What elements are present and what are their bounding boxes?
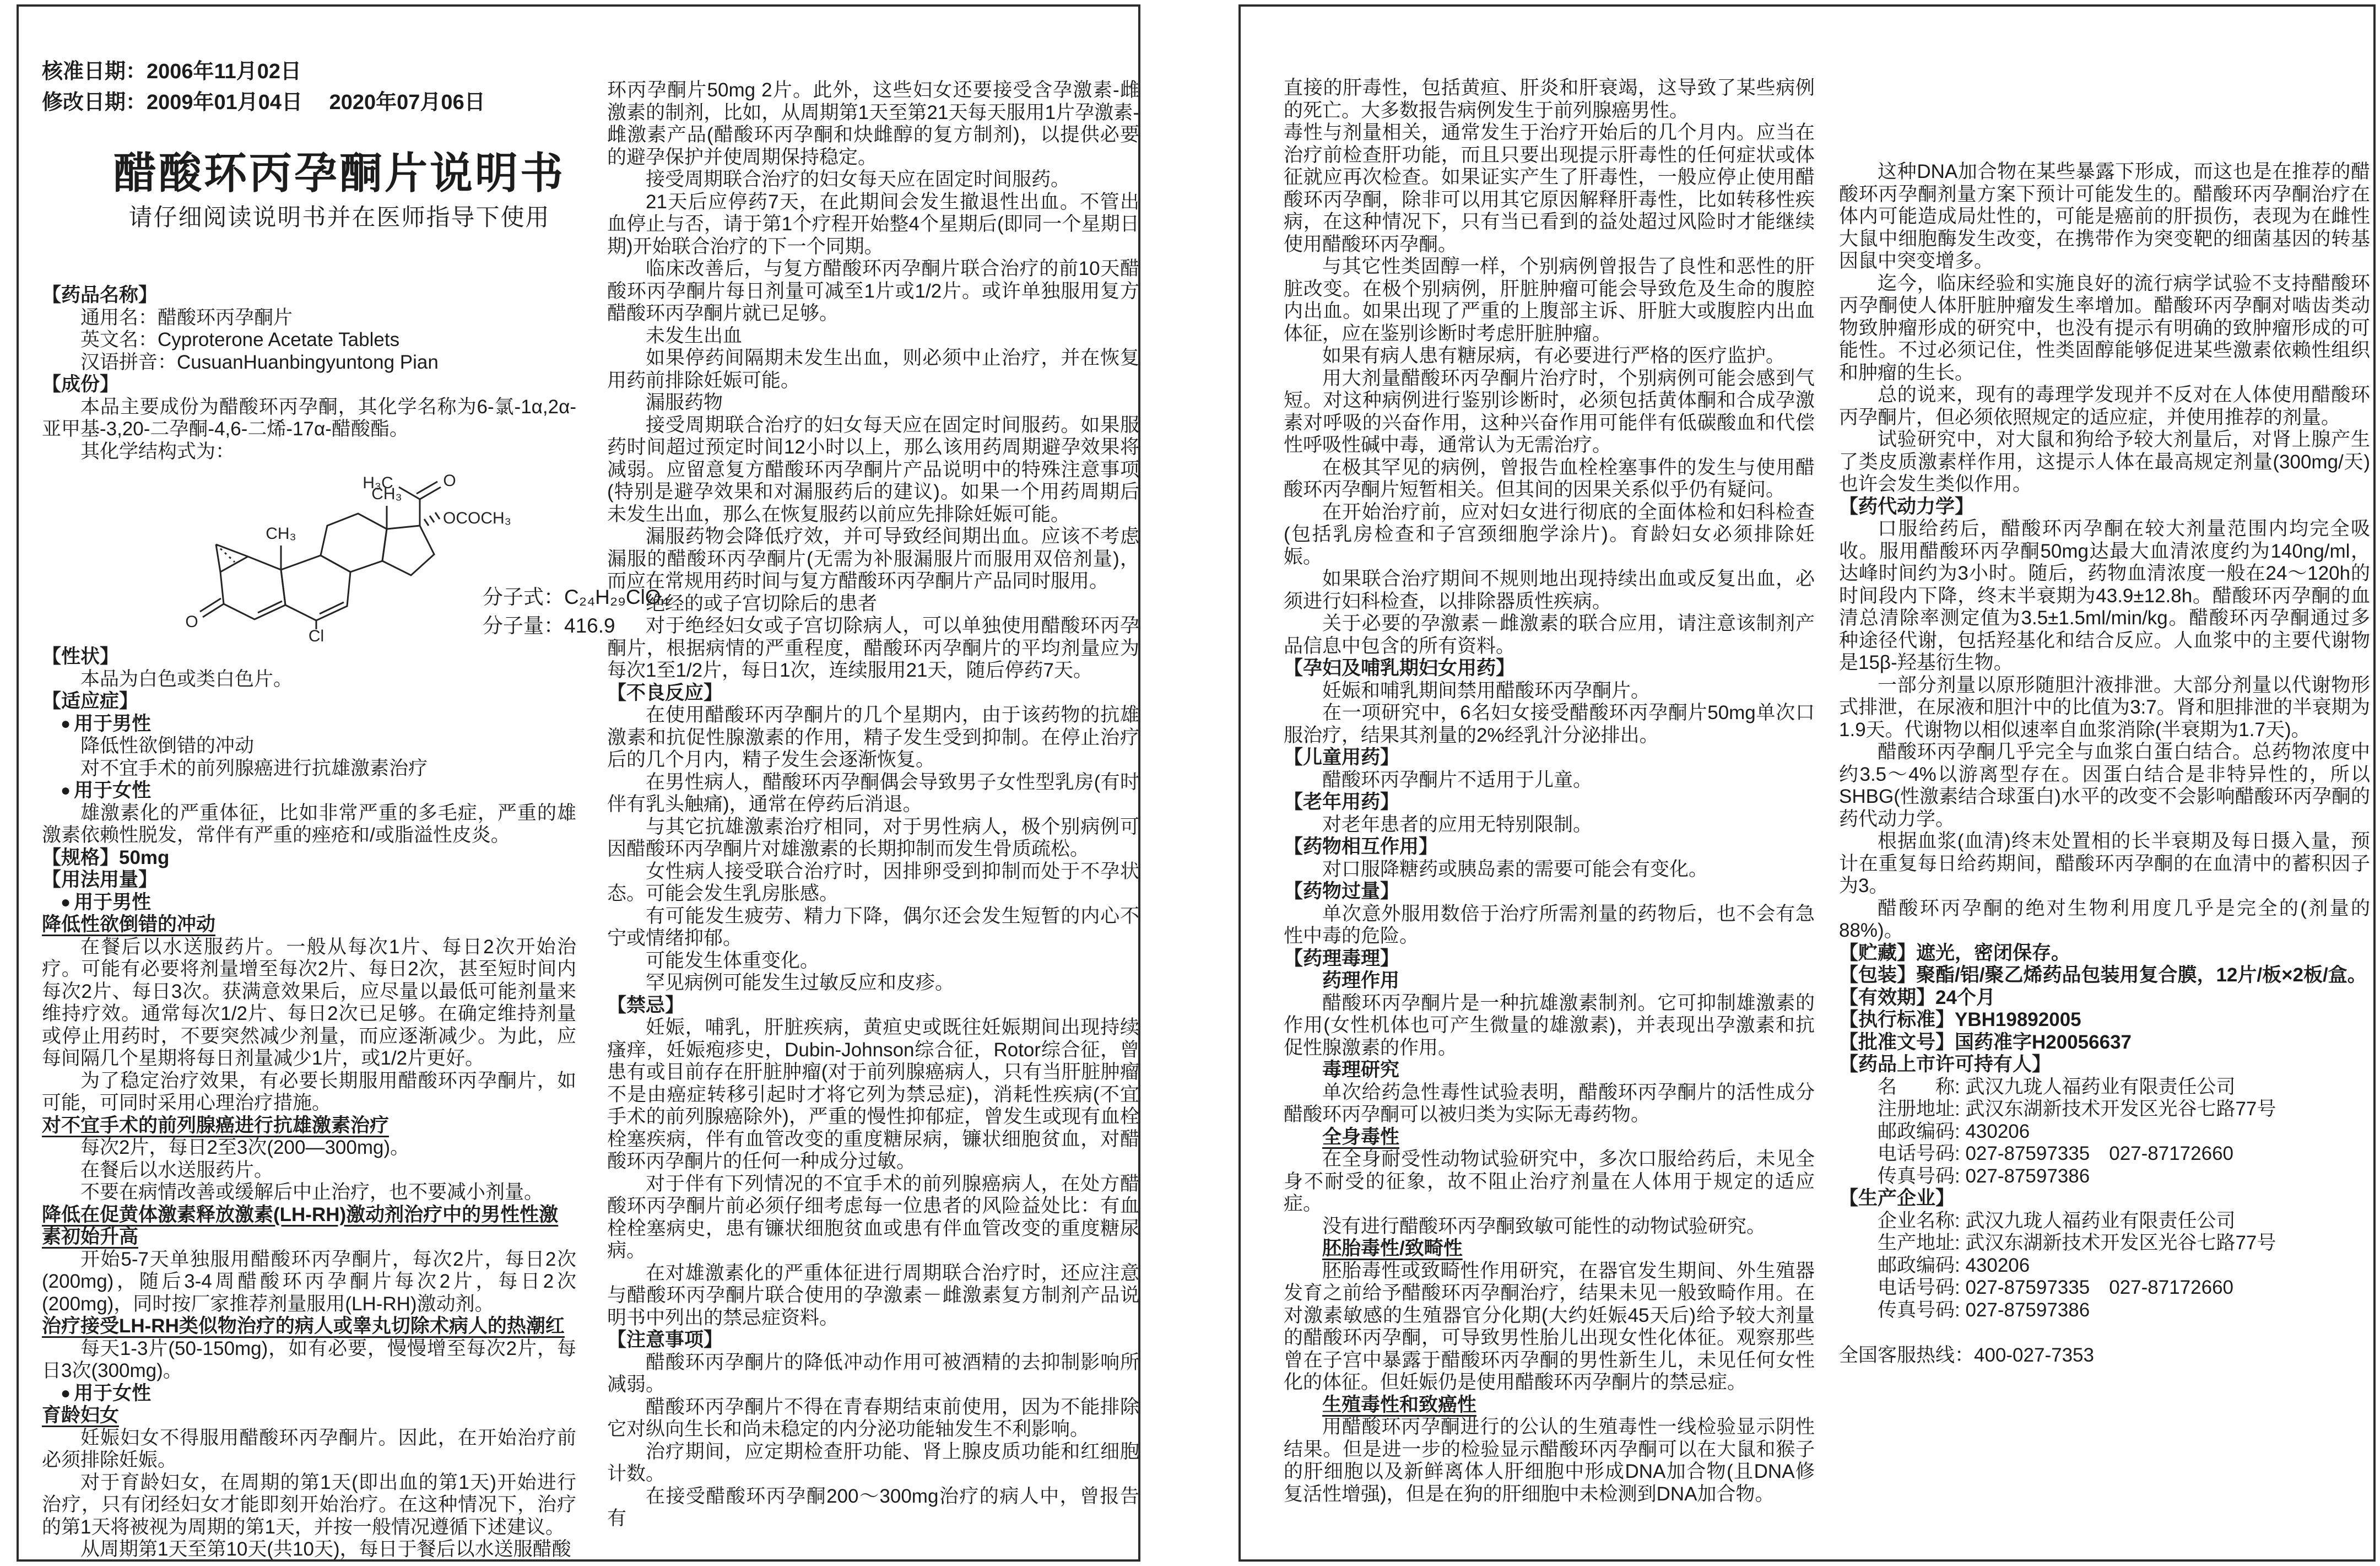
paragraph: 21天后应停药7天，在此期间会发生撤退性出血。不管出血停止与否，请于第1个疗程开始整4个星期后(即同一个星期日期)开始联合治疗的下一个同期。 (607, 191, 1139, 257)
paragraph: 与其它性类固醇一样，个别病例曾报告了良性和恶性的肝脏改变。在极个别病例，肝脏肿瘤可能会导致危及生命的腹腔内出血。如果出现了严重的上腹部主诉、肝脏大或腹腔内出血体征，应在鉴别诊断时考虑肝脏肿瘤。 (1284, 256, 1815, 344)
paragraph: 本品主要成份为醋酸环丙孕酮，其化学名称为6-氯-1α,2α-亚甲基-3,20-二孕酮-4,6-二烯-17α-醋酸酯。 (42, 396, 576, 440)
paragraph: 对于绝经妇女或子宫切除病人，可以单独使用醋酸环丙孕酮片，根据病情的严重程度，醋酸环丙孕酮片的平均剂量应为每次1至1/2片，每日1次，连续服用21天，随后停药7天。 (607, 615, 1139, 681)
page2-column-2 (1839, 161, 2370, 1367)
paragraph: 罕见病例可能发生过敏反应和皮疹。 (646, 972, 955, 993)
section-heading: 【贮藏】遮光，密闭保存。 (1839, 942, 2071, 964)
section-heading: 【不良反应】 (607, 682, 723, 704)
date-line: 核准日期：2006年11月02日 (42, 60, 301, 83)
paragraph: 英文名：Cyproterone Acetate Tablets (80, 329, 400, 350)
chemical-structure-drawing (39, 467, 669, 645)
section-heading: 【包装】聚酯/铝/聚乙烯药品包装用复合膜，12片/板×2板/盒。 (1839, 964, 2367, 986)
paragraph: 醋酸环丙孕酮几乎完全与血浆白蛋白结合。总药物浓度中约3.5～4%以游离型存在。因蛋白结合是非特异性的，所以SHBG(性激素结合球蛋白)水平的改变不会影响醋酸环丙孕酮的药代动力学。 (1839, 741, 2370, 830)
page-subtitle: 请仔细阅读说明书并在医师指导下使用 (128, 204, 550, 231)
paragraph: 每次2片，每日2至3次(200—300mg)。 (80, 1137, 410, 1158)
paragraph: 试验研究中，对大鼠和狗给予较大剂量后，对肾上腺产生了类皮质激素样作用，这提示人体在最高规定剂量(300mg/天)也许会发生类似作用。 (1839, 429, 2370, 495)
molecular-formula: 分子式：C₂₄H₂₉ClO₄ (483, 586, 669, 608)
paragraph: 直接的肝毒性，包括黄疸、肝炎和肝衰竭，这导致了某些病例的死亡。大多数报告病例发生于前列腺癌男性。 (1284, 77, 1815, 121)
toxicology-subheading: 全身毒性 (1322, 1126, 1400, 1148)
paragraph: 关于必要的孕激素－雌激素的联合应用，请注意该制剂产品信息中包含的所有资料。 (1284, 613, 1815, 657)
bullet-icon: ● (61, 893, 71, 911)
section-heading: 【有效期】24个月 (1839, 986, 1995, 1008)
paragraph: 如果停药间隔期未发生出血，则必须中止治疗，并在恢复用药前排除妊娠可能。 (607, 347, 1139, 391)
section-heading: 【批准文号】国药准字H20056637 (1839, 1031, 2132, 1053)
paragraph: 汉语拼音：CusuanHuanbingyuntong Pian (80, 351, 439, 373)
paragraph: 根据血浆(血清)终末处置相的长半衰期及每日摄入量，预计在重复每日给药期间，醋酸环丙孕酮的在血清中的蓄积因子为3。 (1839, 830, 2370, 897)
paragraph: 全国客服热线：400-027-7353 (1839, 1344, 2094, 1366)
paragraph: 邮政编码: 430206 (1878, 1120, 2030, 1142)
toxicology-subheading: 胚胎毒性/致畸性 (1322, 1238, 1463, 1259)
section-heading: 【成份】 (42, 374, 120, 395)
page2-column-1 (1284, 77, 1815, 1505)
section-heading: 【性状】 (42, 646, 120, 667)
chlorine-label: Cl (308, 627, 324, 645)
date-line: 修改日期：2009年01月04日 2020年07月06日 (42, 91, 485, 114)
paragraph: 单次意外服用数倍于治疗所需剂量的药物后，也不会有急性中毒的危险。 (1284, 903, 1815, 947)
paragraph: 在全身耐受性动物试验研究中，多次口服给药后，未见全身不耐受的征象，故不阻止治疗剂量在人体用于规定的适应症。 (1284, 1148, 1815, 1214)
section-heading: 【药代动力学】 (1839, 495, 1975, 517)
paragraph: 用大剂量醋酸环丙孕酮片治疗时，个别病例可能会感到气短。对这种病例进行鉴别诊断时，必须包括黄体酮和合成孕激素对呼吸的兴奋作用，这种兴奋作用可能伴有低碳酸血和代偿性呼吸性碱中毒，通常认为无需治疗。 (1284, 367, 1815, 456)
paragraph: 妊娠妇女不得服用醋酸环丙孕酮片。因此，在开始治疗前必须排除妊娠。 (42, 1427, 576, 1471)
paragraph: 可能发生体重变化。 (646, 949, 820, 971)
paragraph: 为了稳定治疗效果，有必要长期服用醋酸环丙孕酮片，如可能，可同时采用心理治疗措施。 (42, 1070, 576, 1114)
paragraph: 本品为白色或类白色片。 (80, 668, 293, 690)
bullet-icon: ● (61, 781, 71, 800)
section-heading: 【药物过量】 (1284, 881, 1400, 902)
bullet-item: ● 用于女性 (61, 1382, 152, 1404)
paragraph: 开始5-7天单独服用醋酸环丙孕酮片，每次2片，每日2次(200mg)，随后3-4周醋酸环丙孕酮片每次2片，每日2次(200mg)，同时按厂家推荐剂量服用(LH-RH)激动剂。 (42, 1248, 576, 1315)
paragraph: 邮政编码: 430206 (1878, 1254, 2030, 1276)
section-heading: 【药品名称】 (42, 284, 158, 306)
paragraph: 醋酸环丙孕酮片不适用于儿童。 (1322, 769, 1593, 791)
section-heading: 【规格】50mg (42, 846, 170, 868)
section-heading: 【生产企业】 (1839, 1187, 1955, 1209)
page1-column-2 (607, 79, 1139, 1530)
paragraph: 传真号码: 027-87597386 (1878, 1299, 2090, 1321)
section-heading: 【药理毒理】 (1284, 947, 1400, 969)
paragraph: 通用名：醋酸环丙孕酮片 (80, 306, 293, 328)
paragraph: 治疗期间，应定期检查肝功能、肾上腺皮质功能和红细胞计数。 (607, 1440, 1139, 1484)
dosage-subheading: 降低在促黄体激素释放激素(LH-RH)激动剂治疗中的男性性激素初始升高 (42, 1203, 559, 1248)
paragraph: 妊娠，哺乳，肝脏疾病，黄疸史或既往妊娠期间出现持续瘙痒，妊娠疱疹史，Dubin-Johnson综合征，Rotor综合征，曾患有或目前存在肝脏肿瘤(对于前列腺癌病人，只有当肝脏肿瘤不是由癌症转移引起时才将它列为禁忌症)，消耗性疾病(不宜手术的前列腺癌除外)，严重的慢性抑郁症，曾发生或现有血栓栓塞疾病，伴有血管改变的重度糖尿病，镰状细胞贫血，对醋酸环丙孕酮片的任何一种成分过敏。 (607, 1017, 1139, 1172)
paragraph: 醋酸环丙孕酮片是一种抗雄激素制剂。它可抑制雄激素的作用(女性机体也可产生微量的雄激素)，并表现出孕激素和抗促性腺激素的作用。 (1284, 992, 1815, 1059)
paragraph: 环丙孕酮片50mg 2片。此外，这些妇女还要接受含孕激素-雌激素的制剂，比如，从周期第1天至第21天每天服用1片孕激素-雌激素产品(醋酸环丙孕酮和炔雌醇的复方制剂)，以提供必要的避孕保护并使周期保持稳定。 (607, 79, 1139, 168)
paragraph: 不要在病情改善或缓解后中止治疗，也不要减小剂量。 (80, 1181, 544, 1203)
section-heading: 【执行标准】YBH19892005 (1839, 1009, 2081, 1030)
paragraph: 在极其罕见的病例，曾报告血栓栓塞事件的发生与使用醋酸环丙孕酮片短暂相关。但其间的因果关系似乎仍有疑问。 (1284, 456, 1815, 500)
paragraph: 如果有病人患有糖尿病，有必要进行严格的医疗监护。 (1322, 345, 1786, 366)
paragraph: 口服给药后，醋酸环丙孕酮在较大剂量范围内均完全吸收。服用醋酸环丙孕酮50mg达最大血清浓度约为140ng/ml，达峰时间约为3小时。随后，药物血清浓度一般在24～120h的时间段内下降，终末半衰期为43.9±12.8h。醋酸环丙孕酮的血清总清除率测定值为3.5±1.5ml/min/kg。醋酸环丙孕酮通过多种途径代谢，包括羟基化和结合反应。人血浆中的主要代谢物是15β-羟基衍生物。 (1839, 518, 2370, 673)
c19-methyl-label: CH₃ (266, 525, 296, 543)
paragraph: 毒性与剂量相关，通常发生于治疗开始后的几个月内。应当在治疗前检查肝功能，而且只要出现提示肝毒性的任何症状或体征就应再次检查。如果证实产生了肝毒性，一般应停止使用醋酸环丙孕酮，除非可以用其它原因解释肝毒性，比如转移性疾病，在这种情况下，只有当已看到的益处超过风险时才能继续使用醋酸环丙孕酮。 (1284, 122, 1815, 255)
insert-page-2 (1238, 4, 2376, 1562)
paragraph: 对于育龄妇女，在周期的第1天(即出血的第1天)开始进行治疗，只有闭经妇女才能即刻开始治疗。在这种情况下，治疗的第1天将被视为周期的第1天，并按一般情况遵循下述建议。 (42, 1471, 576, 1538)
paragraph: 生产地址: 武汉东湖新技术开发区光谷七路77号 (1878, 1232, 2276, 1254)
paragraph: 在餐后以水送服药片。 (80, 1159, 274, 1181)
paragraph: 未发生出血 (646, 325, 743, 347)
paragraph: 在接受醋酸环丙孕酮200～300mg治疗的病人中，曾报告有 (607, 1485, 1139, 1529)
paragraph: 总的说来，现有的毒理学发现并不反对在人体使用醋酸环丙孕酮片，但必须依照规定的适应症，并使用推荐的剂量。 (1839, 384, 2370, 428)
paragraph: 没有进行醋酸环丙孕酮致敏可能性的动物试验研究。 (1322, 1215, 1766, 1237)
paragraph: 单次给药急性毒性试验表明，醋酸环丙孕酮片的活性成分醋酸环丙孕酮可以被归类为实际无毒药物。 (1284, 1081, 1815, 1125)
paragraph: 在一项研究中，6名妇女接受醋酸环丙孕酮片50mg单次口服治疗，结果其剂量的2%经乳汁分泌排出。 (1284, 702, 1815, 746)
section-heading: 【老年用药】 (1284, 791, 1400, 813)
paragraph: 漏服药物会降低疗效，并可导致经间期出血。应该不考虑漏服的醋酸环丙孕酮片(无需为补服漏服片而服用双倍剂量)，而应在常规用药时间与复方醋酸环丙孕酮片产品同时服用。 (607, 526, 1139, 592)
paragraph: 注册地址: 武汉东湖新技术开发区光谷七路77号 (1878, 1098, 2276, 1120)
paragraph: 漏服药物 (646, 392, 723, 413)
section-heading: 【用法用量】 (42, 869, 158, 890)
ketone-oxygen-label: O (185, 613, 198, 631)
paragraph: 这种DNA加合物在某些暴露下形成，而这也是在推荐的醋酸环丙孕酮剂量方案下预计可能发生的。醋酸环丙孕酮治疗在体内可能造成局灶性的，可能是癌前的肝损伤，表现为在雌性大鼠中细胞酶发生改变，在携带作为突变靶的细菌基因的转基因鼠中突变增多。 (1839, 161, 2370, 272)
section-heading: 【儿童用药】 (1284, 747, 1400, 768)
paragraph: 迄今，临床经验和实施良好的流行病学试验不支持醋酸环丙孕酮使人体肝脏肿瘤发生率增加。醋酸环丙孕酮对啮齿类动物致肿瘤形成的研究中，也没有提示有明确的致肿瘤形成的可能性。不过必须记住，性类固醇能够促进某些激素依赖性组织和肿瘤的生长。 (1839, 272, 2370, 384)
section-heading: 【药品上市许可持有人】 (1839, 1054, 2052, 1075)
section-heading: 【孕妇及哺乳期妇女用药】 (1284, 657, 1516, 679)
section-heading: 【禁忌】 (607, 994, 685, 1016)
paragraph: 降低性欲倒错的冲动 (80, 735, 255, 757)
paragraph: 每天1-3片(50-150mg)，如有必要，慢慢增至每次2片，每日3次(300mg)。 (42, 1337, 576, 1381)
paragraph: 企业名称: 武汉九珑人福药业有限责任公司 (1878, 1209, 2236, 1232)
bullet-item: ● 用于男性 (61, 891, 152, 913)
paragraph: 接受周期联合治疗的妇女每天应在固定时间服药。 (646, 169, 1070, 190)
paragraph: 接受周期联合治疗的妇女每天应在固定时间服药。如果服药时间超过预定时间12小时以上，那么该用药周期避孕效果将减弱。应留意复方醋酸环丙孕酮片产品说明中的特殊注意事项(特别是避孕效果和对漏服药后的建议)。如果一个用药周期后未发生出血，那么在恢复服药以前应先排除妊娠可能。 (607, 414, 1139, 525)
bullet-icon: ● (61, 714, 71, 733)
section-heading: 【药物相互作用】 (1284, 836, 1438, 857)
paragraph: 女性病人接受联合治疗时，因排卵受到抑制而处于不孕状态。可能会发生乳房胀感。 (607, 860, 1139, 904)
paragraph: 电话号码: 027-87597335 027-87172660 (1878, 1277, 2233, 1298)
paragraph: 醋酸环丙孕酮片不得在青春期结束前使用，因为不能排除它对纵向生长和尚未稳定的内分泌功能轴发生不利影响。 (607, 1396, 1139, 1440)
paragraph: 在男性病人，醋酸环丙孕酮偶会导致男子女性型乳房(有时伴有乳头触痛)，通常在停药后消退。 (607, 771, 1139, 815)
paragraph: 有可能发生疲劳、精力下降，偶尔还会发生短暂的内心不宁或情绪抑郁。 (607, 905, 1139, 949)
dosage-subheading: 对不宜手术的前列腺癌进行抗雄激素治疗 (42, 1114, 390, 1136)
paragraph: 临床改善后，与复方醋酸环丙孕酮片联合治疗的前10天醋酸环丙孕酮片每日剂量可减至1片或1/2片。或许单独服用复方醋酸环丙孕酮片就已足够。 (607, 258, 1139, 324)
paragraph: 从周期第1天至第10天(共10天)，每日于餐后以水送服醋酸 (80, 1538, 571, 1560)
section-heading: 【适应症】 (42, 690, 139, 712)
acetyl-oxygen-label: O (443, 472, 456, 490)
h3c-label: H₃C (363, 474, 393, 492)
molecular-weight: 分子量：416.9 (483, 614, 615, 637)
dosage-subheading: 治疗接受LH-RH类似物治疗的病人或睾丸切除术病人的热潮红 (42, 1315, 565, 1337)
dosage-subheading: 降低性欲倒错的冲动 (42, 914, 216, 935)
paragraph: 电话号码: 027-87597335 027-87172660 (1878, 1143, 2233, 1164)
paragraph: 如果联合治疗期间不规则地出现持续出血或反复出血，必须进行妇科检查，以排除器质性疾病。 (1284, 568, 1815, 612)
bullet-item: ● 用于男性 (61, 712, 152, 735)
paragraph: 其化学结构式为： (80, 440, 235, 462)
chemical-structure-block (39, 467, 669, 645)
paragraph: 在对雄激素化的严重体征进行周期联合治疗时，还应注意与醋酸环丙孕酮片联合使用的孕激素－雌激素复方制剂产品说明书中列出的禁忌症资料。 (607, 1262, 1139, 1329)
paragraph: 雄激素化的严重体征，比如非常严重的多毛症，严重的雄激素依赖性脱发，常伴有严重的痤疮和/或脂溢性皮炎。 (42, 802, 576, 846)
dosage-subheading: 育龄妇女 (42, 1405, 120, 1426)
paragraph: 一部分剂量以原形随胆汁液排泄。大部分剂量以代谢物形式排泄，在尿液和胆汁中的比值为3:7。肾和胆排泄的半衰期为1.9天。代谢物以相似速率自血浆消除(半衰期为1.7天)。 (1839, 674, 2370, 741)
paragraph: 对不宜手术的前列腺癌进行抗雄激素治疗 (80, 757, 428, 779)
spacer (1839, 1321, 2370, 1344)
paragraph: 醋酸环丙孕酮的绝对生物利用度几乎是完全的(剂量的88%)。 (1839, 897, 2370, 941)
toxicology-subheading: 生殖毒性和致癌性 (1322, 1394, 1477, 1416)
paragraph: 对于伴有下列情况的不宜手术的前列腺癌病人，在处方醋酸环丙孕酮片前必须仔细考虑每一位患者的风险益处比：有血栓栓塞病史，患有镰状细胞贫血或患有伴血管改变的重度糖尿病。 (607, 1173, 1139, 1261)
acetate-group-label: OCOCH₃ (443, 509, 511, 527)
paragraph: 与其它抗雄激素治疗相同，对于男性病人，极个别病例可因醋酸环丙孕酮片对雄激素的长期抑制而发生骨质疏松。 (607, 816, 1139, 860)
pharmacology-subheading: 药理作用 (1322, 970, 1400, 991)
paragraph: 用醋酸环丙孕酮进行的公认的生殖毒性一线检验显示阴性结果。但是进一步的检验显示醋酸环丙孕酮可以在大鼠和猴子的肝细胞以及新鲜离体人肝细胞中形成DNA加合物(且DNA修复活性增强)，但是在狗的肝细胞中未检测到DNA加合物。 (1284, 1416, 1815, 1505)
paragraph: 绝经的或子宫切除后的患者 (646, 592, 878, 614)
paragraph: 在开始治疗前，应对妇女进行彻底的全面体检和妇科检查(包括乳房检查和子宫颈细胞学涂片)。育龄妇女必须排除妊娠。 (1284, 501, 1815, 568)
paragraph: 在使用醋酸环丙孕酮片的几个星期内，由于该药物的抗雄激素和抗促性腺激素的作用，精子发生受到抑制。在停止治疗后的几个月内，精子发生会逐渐恢复。 (607, 704, 1139, 770)
paragraph: 在餐后以水送服药片。一般从每次1片、每日2次开始治疗。可能有必要将剂量增至每次2片、每日2次，甚至短时间内每次2片、每日3次。获满意效果后，应尽量以最低可能剂量来维持疗效。通常每次1/2片、每日2次已足够。在确定维持剂量或停止用药时，不要突然减少剂量，而应逐渐减少。为此，应每间隔几个星期将每日剂量减少1片，或1/2片更好。 (42, 936, 576, 1069)
paragraph: 对老年患者的应用无特别限制。 (1322, 813, 1593, 835)
paragraph: 醋酸环丙孕酮片的降低冲动作用可被酒精的去抑制影响所减弱。 (607, 1351, 1139, 1395)
bullet-item: ● 用于女性 (61, 780, 152, 801)
paragraph: 对口服降糖药或胰岛素的需要可能会有变化。 (1322, 858, 1708, 880)
bullet-icon: ● (61, 1384, 71, 1402)
paragraph: 胚胎毒性或致畸性作用研究，在器官发生期间、外生殖器发育之前给予醋酸环丙孕酮治疗，结果未见一般致畸作用。在对激素敏感的生殖器官分化期(大约妊娠45天后)给予较大剂量的醋酸环丙孕酮，可导致男性胎儿出现女性化体征。观察那些曾在子宫中暴露于醋酸环丙孕酮的男性新生儿，未见任何女性化的体征。但妊娠仍是使用醋酸环丙孕酮片的禁忌症。 (1284, 1260, 1815, 1393)
paragraph: 传真号码: 027-87597386 (1878, 1165, 2090, 1187)
paragraph: 名 称: 武汉九珑人福药业有限责任公司 (1878, 1076, 2236, 1098)
section-heading: 【注意事项】 (607, 1329, 723, 1351)
page-title: 醋酸环丙孕酮片说明书 (113, 149, 565, 197)
c18-methyl-label: CH₃ (371, 485, 402, 503)
insert-page-1 (17, 4, 1140, 1562)
pharmacology-subheading: 毒理研究 (1322, 1059, 1400, 1081)
paragraph: 妊娠和哺乳期间禁用醋酸环丙孕酮片。 (1322, 679, 1651, 701)
